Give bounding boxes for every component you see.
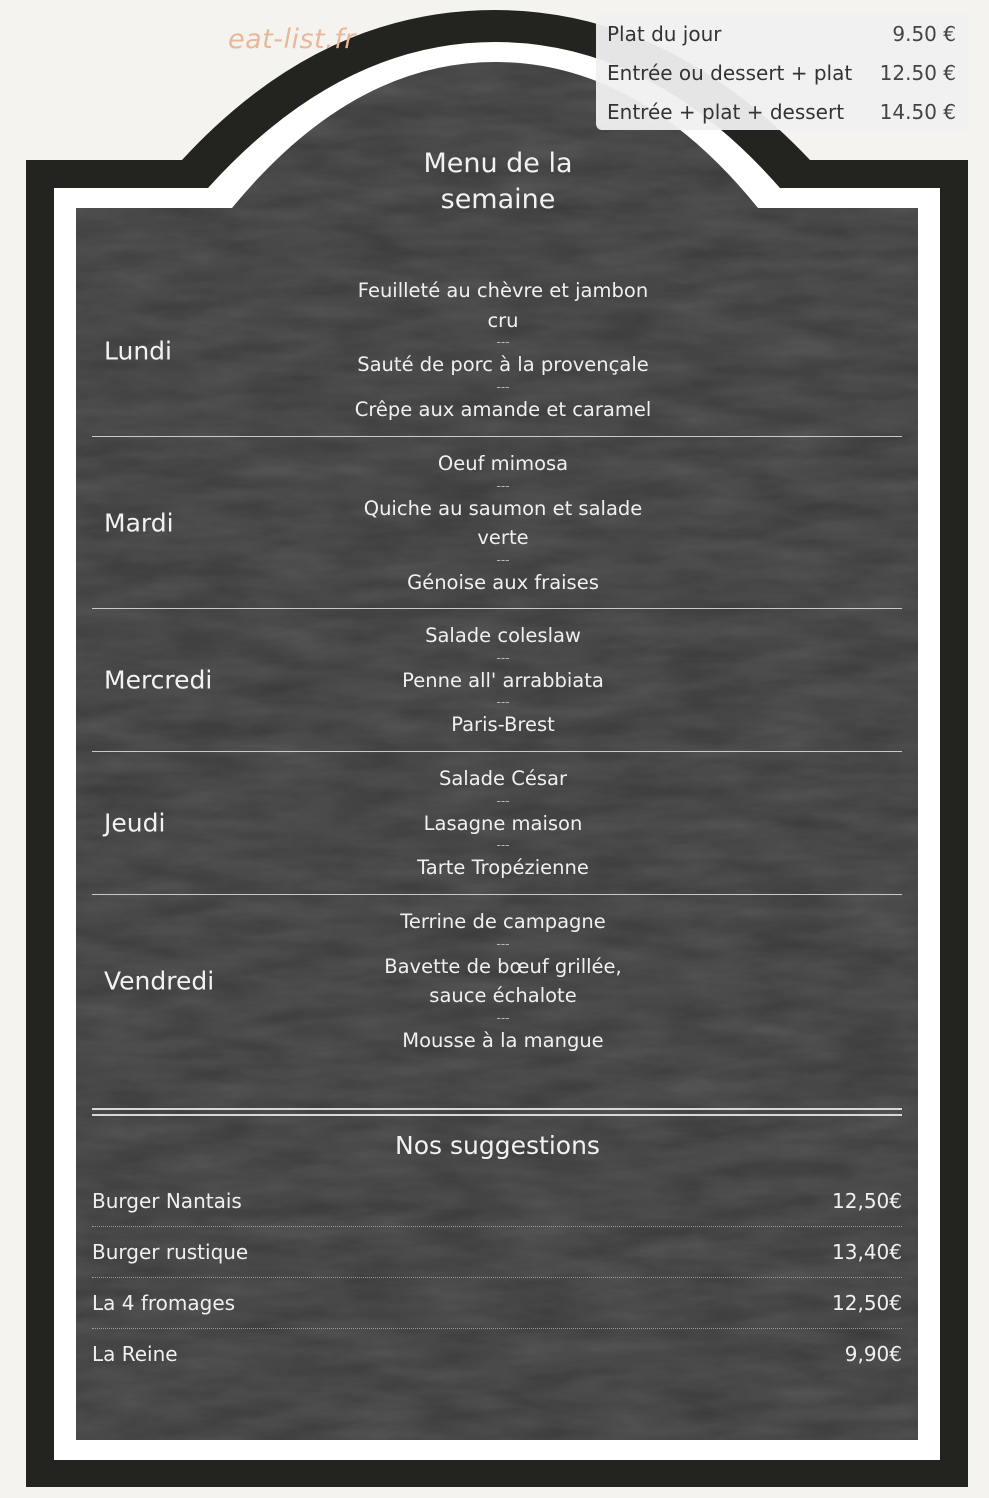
formula-price: 12.50 € (879, 61, 956, 85)
dish-main: Sauté de porc à la provençale (357, 353, 649, 376)
menu-title: Menu de la semaine (423, 148, 573, 215)
suggestion-name: Burger rustique (92, 1240, 249, 1264)
dish-separator: --- (496, 1010, 510, 1025)
day-dishes (342, 621, 664, 740)
formula-row (607, 97, 956, 127)
dish-dessert: Génoise aux fraises (407, 570, 599, 594)
suggestion-price: 12,50€ (832, 1291, 902, 1315)
formula-row (607, 19, 956, 49)
day-row-vendredi (92, 895, 902, 1067)
suggestion-price: 13,40€ (832, 1240, 902, 1264)
dish-separator: --- (496, 335, 510, 349)
dish-starter: Salade César (438, 767, 567, 790)
day-row-jeudi (92, 752, 902, 895)
formula-label: Entrée + plat + dessert (607, 100, 845, 124)
day-dishes (342, 907, 664, 1055)
formula-row (607, 58, 956, 88)
day-name: Mardi (104, 508, 174, 537)
suggestion-row (92, 1176, 902, 1227)
dish-main: Quiche au saumon et salade verte (363, 496, 643, 549)
dish-main: Bavette de bœuf grillée, sauce échalote (384, 954, 622, 1007)
day-dishes (342, 449, 664, 597)
suggestion-name: La Reine (92, 1342, 178, 1366)
dish-separator: --- (496, 478, 510, 493)
suggestion-row (92, 1278, 902, 1329)
formula-price-box (596, 14, 968, 130)
dish-dessert: Tarte Tropézienne (417, 856, 589, 879)
dish-separator: --- (496, 650, 510, 665)
dish-starter: Oeuf mimosa (437, 452, 569, 475)
dish-main: Penne all' arrabbiata (402, 668, 604, 692)
day-dishes (342, 764, 664, 883)
suggestion-row (92, 1329, 902, 1379)
formula-price: 14.50 € (879, 100, 956, 124)
dish-starter: Terrine de campagne (400, 910, 606, 933)
watermark-text: eat-list.fr (228, 24, 356, 55)
dish-starter: Feuilleté au chèvre et jambon cru (357, 279, 649, 332)
suggestion-row (92, 1227, 902, 1278)
day-row-mardi (92, 437, 902, 609)
formula-label: Entrée ou dessert + plat (607, 61, 853, 85)
dish-dessert: Crêpe aux amande et caramel (354, 397, 652, 421)
dish-starter: Salade coleslaw (425, 624, 581, 647)
day-row-lundi (92, 266, 902, 437)
suggestion-price: 12,50€ (832, 1189, 902, 1213)
dish-dessert: Paris-Brest (451, 713, 555, 736)
suggestion-price: 9,90€ (844, 1342, 902, 1366)
day-dishes (342, 276, 664, 424)
formula-label: Plat du jour (607, 22, 722, 46)
day-row-mercredi (92, 609, 902, 752)
dish-separator: --- (496, 936, 510, 951)
day-name: Jeudi (104, 808, 166, 838)
dish-separator: --- (496, 838, 510, 852)
dish-main: Lasagne maison (423, 811, 583, 835)
dish-dessert: Mousse à la mangue (402, 1028, 604, 1052)
suggestions-title: Nos suggestions (395, 1131, 600, 1160)
suggestion-name: Burger Nantais (92, 1189, 242, 1213)
day-name: Lundi (104, 336, 172, 366)
dish-separator: --- (496, 379, 510, 394)
section-divider (92, 1108, 902, 1116)
dish-separator: --- (496, 695, 510, 709)
formula-price: 9.50 € (892, 22, 956, 46)
suggestion-name: La 4 fromages (92, 1291, 236, 1315)
day-name: Vendredi (104, 966, 215, 996)
day-name: Mercredi (104, 665, 213, 695)
dish-separator: --- (496, 793, 510, 808)
dish-separator: --- (496, 552, 510, 567)
